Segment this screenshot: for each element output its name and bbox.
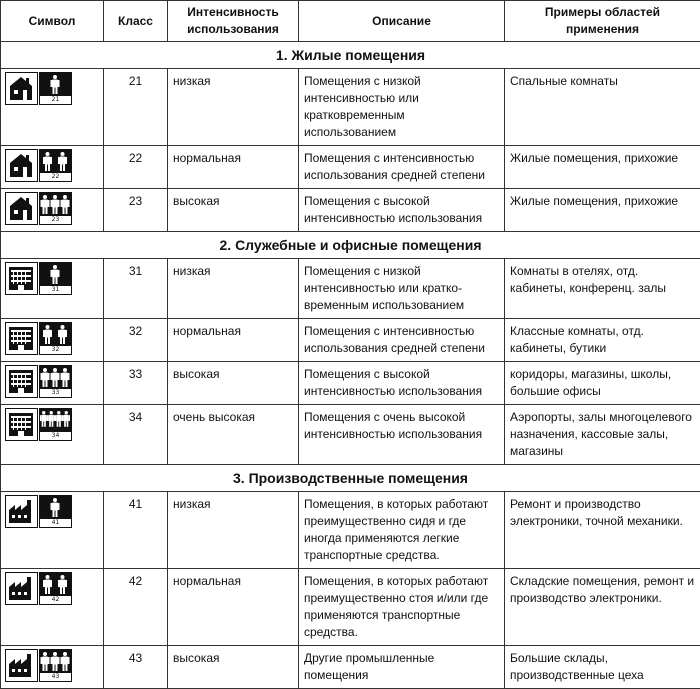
- symbol-cell: [1, 646, 104, 689]
- people-icon: [39, 495, 72, 528]
- symbol-class-label: 42: [40, 596, 71, 604]
- people-icon: [39, 649, 72, 682]
- class-cell: 22: [104, 146, 168, 189]
- people-icon: [39, 408, 72, 441]
- intensity-cell: низкая: [168, 69, 299, 146]
- description-cell: Помещения с высокой интенсивностью использования: [299, 362, 505, 405]
- people-icon: [39, 149, 72, 182]
- header-description: Описание: [299, 1, 505, 42]
- symbol-cell: [1, 146, 104, 189]
- section-title: 3. Производственные помещения: [1, 465, 700, 492]
- description-cell: Другие промышленные помещения: [299, 646, 505, 689]
- examples-cell: Спальные комнаты: [505, 69, 700, 146]
- house-icon: [5, 149, 38, 182]
- examples-cell: Складские помещения, ремонт и производство электроники.: [505, 569, 700, 646]
- class-cell: 31: [104, 259, 168, 319]
- examples-cell: Жилые помещения, прихожие: [505, 189, 700, 232]
- class-cell: 23: [104, 189, 168, 232]
- description-cell: Помещения с низкой интенсивностью или кратковременным использованием: [299, 69, 505, 146]
- house-icon: [5, 192, 38, 225]
- description-cell: Помещения с очень высокой интенсивностью использования: [299, 405, 505, 465]
- table-row: [1, 146, 700, 189]
- section-title: 1. Жилые помещения: [1, 42, 700, 69]
- intensity-cell: очень высокая: [168, 405, 299, 465]
- table-row: [1, 492, 700, 569]
- class-cell: 21: [104, 69, 168, 146]
- section-row: [1, 42, 700, 69]
- symbol-cell: [1, 362, 104, 405]
- intensity-cell: низкая: [168, 259, 299, 319]
- header-examples: Примеры областей применения: [505, 1, 700, 42]
- office-building-icon: [5, 365, 38, 398]
- table-row: [1, 259, 700, 319]
- symbol-cell: [1, 189, 104, 232]
- examples-cell: коридоры, магазины, школы, большие офисы: [505, 362, 700, 405]
- intensity-cell: высокая: [168, 646, 299, 689]
- symbol-cell: [1, 492, 104, 569]
- intensity-cell: нормальная: [168, 146, 299, 189]
- class-cell: 41: [104, 492, 168, 569]
- symbol-class-label: 34: [40, 432, 71, 440]
- class-cell: 34: [104, 405, 168, 465]
- office-building-icon: [5, 322, 38, 355]
- people-icon: [39, 72, 72, 105]
- table-row: [1, 319, 700, 362]
- people-icon: [39, 322, 72, 355]
- section-title: 2. Служебные и офисные помещения: [1, 232, 700, 259]
- description-cell: Помещения, в которых работают преимущественно сидя и где иногда применяются легкие транспортные средства.: [299, 492, 505, 569]
- symbol-class-label: 32: [40, 346, 71, 354]
- examples-cell: Ремонт и производство электроники, точной механики.: [505, 492, 700, 569]
- intensity-cell: нормальная: [168, 319, 299, 362]
- table-row: [1, 646, 700, 689]
- symbol-class-label: 21: [40, 96, 71, 104]
- intensity-cell: низкая: [168, 492, 299, 569]
- class-cell: 43: [104, 646, 168, 689]
- factory-icon: [5, 572, 38, 605]
- class-cell: 33: [104, 362, 168, 405]
- factory-icon: [5, 495, 38, 528]
- class-cell: 32: [104, 319, 168, 362]
- header-row: [1, 1, 700, 42]
- description-cell: Помещения с интенсивностью использования средней степени: [299, 319, 505, 362]
- description-cell: Помещения с низкой интенсивностью или кратко-временным использованием: [299, 259, 505, 319]
- examples-cell: Классные комнаты, отд. кабинеты, бутики: [505, 319, 700, 362]
- class-cell: 42: [104, 569, 168, 646]
- table-row: [1, 405, 700, 465]
- symbol-cell: [1, 319, 104, 362]
- symbol-class-label: 23: [40, 216, 71, 224]
- symbol-cell: [1, 259, 104, 319]
- office-building-icon: [5, 408, 38, 441]
- symbol-class-label: 31: [40, 286, 71, 294]
- table-row: [1, 569, 700, 646]
- section-row: [1, 232, 700, 259]
- examples-cell: Комнаты в отелях, отд. кабинеты, конференц. залы: [505, 259, 700, 319]
- intensity-cell: нормальная: [168, 569, 299, 646]
- header-intensity: Интенсивность использования: [168, 1, 299, 42]
- symbol-cell: [1, 405, 104, 465]
- table-row: [1, 362, 700, 405]
- intensity-cell: высокая: [168, 362, 299, 405]
- symbol-class-label: 33: [40, 389, 71, 397]
- examples-cell: Жилые помещения, прихожие: [505, 146, 700, 189]
- people-icon: [39, 365, 72, 398]
- symbol-cell: [1, 69, 104, 146]
- factory-icon: [5, 649, 38, 682]
- table-row: [1, 189, 700, 232]
- examples-cell: Большие склады, производственные цеха: [505, 646, 700, 689]
- people-icon: [39, 572, 72, 605]
- symbol-class-label: 43: [40, 673, 71, 681]
- table-row: [1, 69, 700, 146]
- office-building-icon: [5, 262, 38, 295]
- people-icon: [39, 192, 72, 225]
- description-cell: Помещения с интенсивностью использования средней степени: [299, 146, 505, 189]
- description-cell: Помещения с высокой интенсивностью использования: [299, 189, 505, 232]
- intensity-cell: высокая: [168, 189, 299, 232]
- symbol-class-label: 22: [40, 173, 71, 181]
- people-icon: [39, 262, 72, 295]
- section-row: [1, 465, 700, 492]
- examples-cell: Аэропорты, залы многоцелевого назначения, кассовые залы, магазины: [505, 405, 700, 465]
- header-class: Класс: [104, 1, 168, 42]
- header-symbol: Символ: [1, 1, 104, 42]
- symbol-cell: [1, 569, 104, 646]
- description-cell: Помещения, в которых работают преимущественно стоя и/или где применяются транспортные средства.: [299, 569, 505, 646]
- house-icon: [5, 72, 38, 105]
- symbol-class-label: 41: [40, 519, 71, 527]
- table-body: [1, 42, 700, 689]
